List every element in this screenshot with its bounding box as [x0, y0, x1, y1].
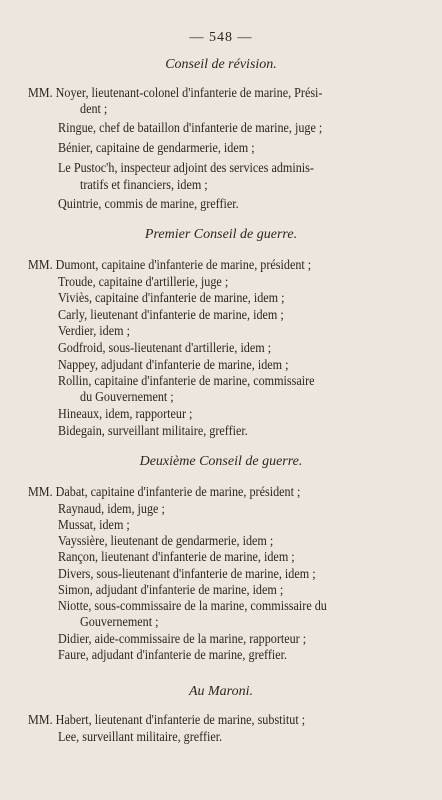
text-line: Quintrie, commis de marine, greffier.	[58, 196, 239, 211]
text-line: Raynaud, idem, juge ;	[58, 501, 165, 516]
text-line: Godfroid, sous-lieutenant d'artillerie, idem ;	[58, 340, 272, 355]
text-line: Divers, sous-lieutenant d'infanterie de marine, idem ;	[58, 566, 316, 581]
text-line: MM. Dumont, capitaine d'infanterie de marine, président ;	[28, 257, 312, 272]
text-line: tratifs et financiers, idem ;	[80, 177, 208, 192]
text-line: Ringue, chef de bataillon d'infanterie de marine, juge ;	[58, 120, 323, 135]
text-line: Mussat, idem ;	[58, 517, 130, 532]
text-line: Nappey, adjudant d'infanterie de marine, idem ;	[58, 357, 289, 372]
text-line: Hineaux, idem, rapporteur ;	[58, 406, 193, 421]
text-line: Le Pustoc'h, inspecteur adjoint des services adminis-	[58, 160, 314, 175]
section-heading-premier-conseil: Premier Conseil de guerre.	[144, 227, 298, 242]
text-line: Didier, aide-commissaire de la marine, rapporteur ;	[58, 631, 307, 646]
text-line: Verdier, idem ;	[58, 323, 130, 338]
text-line: Niotte, sous-commissaire de la marine, commissaire du	[58, 598, 327, 613]
text-line: Troude, capitaine d'artillerie, juge ;	[58, 274, 229, 289]
text-line: MM. Habert, lieutenant d'infanterie de marine, substitut ;	[28, 712, 306, 727]
text-line: Carly, lieutenant d'infanterie de marine, idem ;	[58, 307, 284, 322]
text-line: MM. Noyer, lieutenant-colonel d'infanterie de marine, Prési-	[28, 85, 323, 100]
text-line: Simon, adjudant d'infanterie de marine, idem ;	[58, 582, 284, 597]
text-line: Lee, surveillant militaire, greffier.	[58, 729, 223, 744]
text-line: Rollin, capitaine d'infanterie de marine, commissaire	[58, 373, 315, 388]
text-line: Vayssière, lieutenant de gendarmerie, idem ;	[58, 533, 274, 548]
text-line: Bénier, capitaine de gendarmerie, idem ;	[58, 140, 255, 155]
text-line: Gouvernement ;	[80, 614, 159, 629]
text-line: Rançon, lieutenant d'infanterie de marine, idem ;	[58, 549, 295, 564]
section-heading-conseil-de-revision: Conseil de révision.	[165, 57, 277, 72]
text-line: MM. Dabat, capitaine d'infanterie de marine, président ;	[28, 484, 301, 499]
section-heading-deuxieme-conseil: Deuxième Conseil de guerre.	[139, 454, 303, 469]
text-line: du Gouvernement ;	[80, 389, 174, 404]
text-line: Viviès, capitaine d'infanterie de marine, idem ;	[58, 290, 285, 305]
text-line: Faure, adjudant d'infanterie de marine, greffier.	[58, 647, 288, 662]
text-line: dent ;	[80, 101, 108, 116]
section-heading-au-maroni: Au Maroni.	[188, 684, 254, 699]
page-number: — 548 —	[189, 30, 253, 45]
text-line: Bidegain, surveillant militaire, greffier.	[58, 423, 248, 438]
